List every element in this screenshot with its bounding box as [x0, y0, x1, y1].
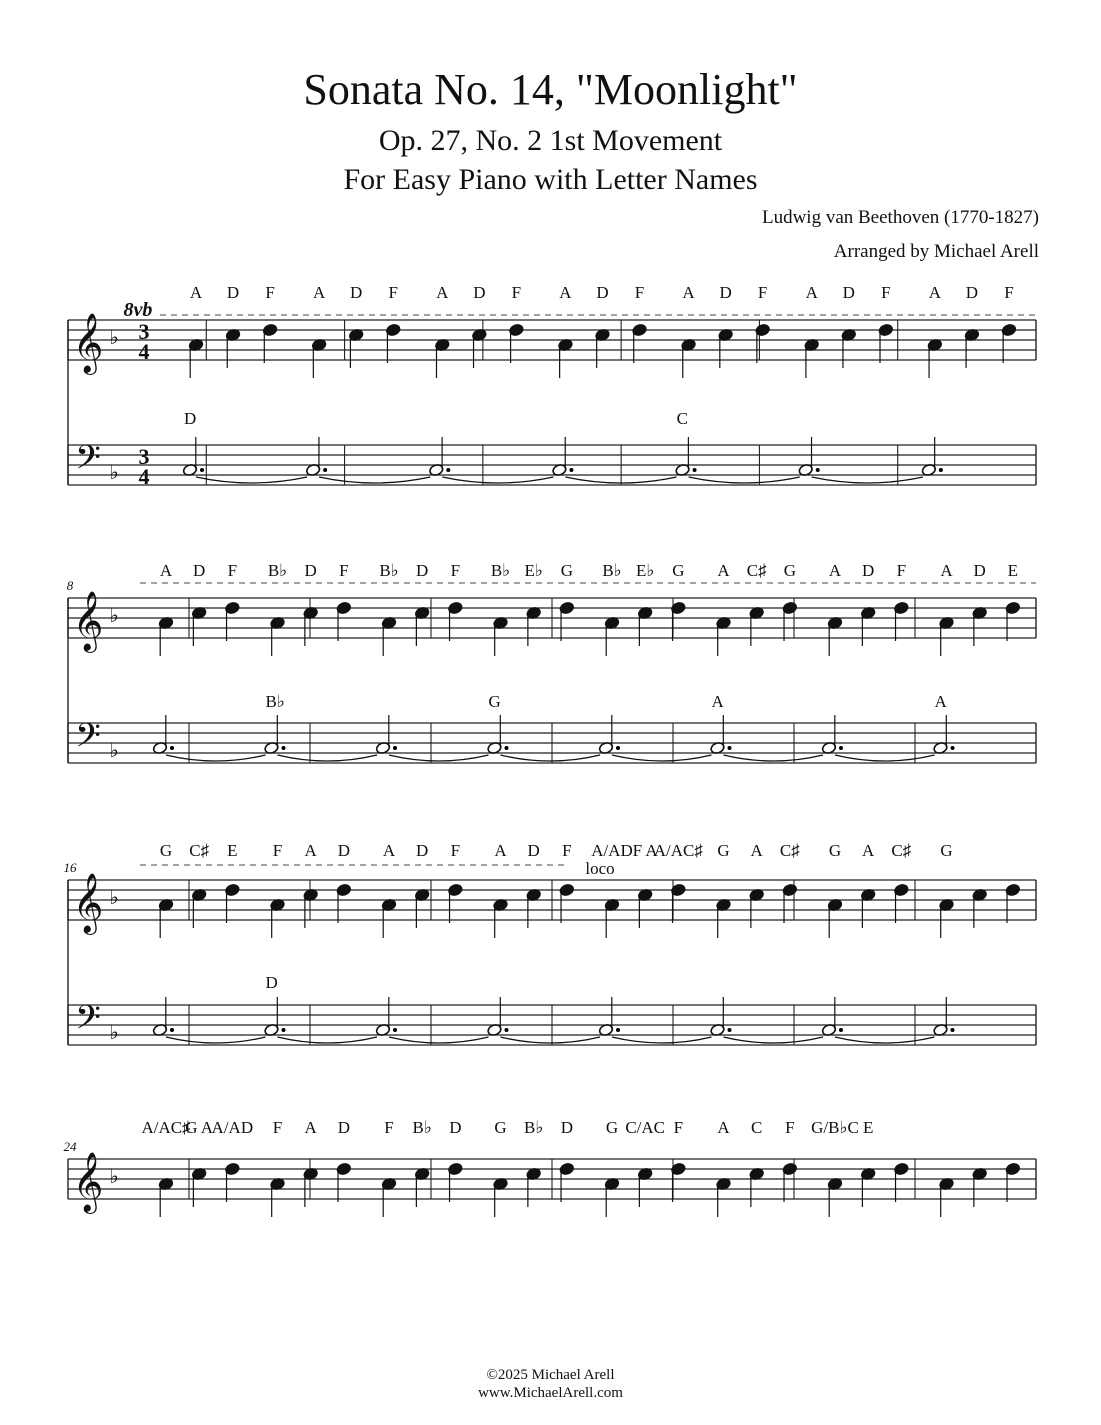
- augmentation-dot: [170, 1028, 174, 1032]
- bass-tie: [612, 1037, 712, 1043]
- copyright-notice: ©2025 Michael Arell: [486, 1367, 615, 1383]
- website-link: www.MichaelArell.com: [478, 1385, 623, 1401]
- treble-letter-name: C♯: [746, 561, 767, 580]
- treble-letter-name: F: [562, 841, 572, 860]
- treble-letter-name: D: [337, 841, 350, 860]
- subtitle-arrangement: For Easy Piano with Letter Names: [343, 163, 758, 196]
- arranger-credit: Arranged by Michael Arell: [833, 241, 1039, 262]
- treble-letter-name: F: [785, 1118, 795, 1137]
- treble-letter-name: A: [189, 283, 203, 302]
- treble-letter-name: D: [304, 561, 317, 580]
- treble-letter-name: A: [304, 841, 317, 860]
- treble-clef-icon: 𝄞: [72, 315, 104, 372]
- bass-tie: [612, 755, 712, 761]
- treble-letter-name: A/AD: [591, 841, 633, 860]
- measure-number: 8: [66, 578, 74, 593]
- key-signature-flat: ♭: [109, 1166, 119, 1188]
- bass-tie: [812, 477, 923, 483]
- bass-tie: [689, 477, 800, 483]
- time-signature-bottom: 4: [138, 464, 150, 489]
- treble-letter-name: A: [682, 283, 695, 302]
- bass-clef-icon: 𝄢: [75, 439, 101, 484]
- treble-letter-name: A: [159, 561, 173, 580]
- treble-letter-name: F: [450, 841, 461, 860]
- bass-letter-name: D: [265, 973, 278, 992]
- treble-letter-name: G: [940, 841, 953, 860]
- bass-tie: [442, 477, 553, 483]
- treble-letter-name: A/AD: [211, 1118, 254, 1137]
- treble-letter-name: D: [965, 283, 979, 302]
- bass-letter-name: G: [488, 692, 501, 711]
- treble-letter-name: F: [272, 841, 283, 860]
- bass-letter-name: A: [711, 692, 724, 711]
- bass-tie: [724, 1037, 824, 1043]
- treble-letter-name: D: [193, 561, 206, 580]
- treble-letter-name: D: [416, 841, 429, 860]
- treble-letter-name: A: [805, 283, 818, 302]
- treble-letter-name: A: [717, 561, 730, 580]
- bass-clef-icon: 𝄢: [75, 717, 101, 762]
- bass-clef-icon: 𝄢: [75, 999, 101, 1044]
- treble-letter-name: D: [449, 1118, 462, 1137]
- treble-letter-name: G/B♭C: [811, 1118, 859, 1137]
- treble-letter-name: G: [717, 841, 730, 860]
- treble-letter-name: B♭: [490, 561, 511, 580]
- treble-letter-name: D: [337, 1118, 350, 1137]
- treble-letter-name: B♭: [523, 1118, 544, 1137]
- bass-tie: [501, 1037, 601, 1043]
- bass-letter-name: D: [184, 409, 197, 428]
- bass-tie: [389, 1037, 489, 1043]
- treble-letter-name: D: [527, 841, 540, 860]
- treble-letter-name: A: [494, 841, 507, 860]
- treble-letter-name: F: [265, 283, 275, 302]
- bass-tie: [724, 755, 824, 761]
- treble-letter-name: F: [339, 561, 349, 580]
- key-signature-flat: ♭: [109, 605, 119, 627]
- bass-tie: [835, 1037, 935, 1043]
- measure-number: 16: [63, 860, 77, 875]
- treble-letter-name: A: [313, 283, 326, 302]
- treble-letter-name: F: [272, 1118, 283, 1137]
- treble-letter-name: A/AC♯: [653, 841, 703, 860]
- treble-letter-name: D: [416, 561, 429, 580]
- page-title: Sonata No. 14, "Moonlight": [303, 65, 798, 114]
- treble-letter-name: F: [511, 283, 522, 302]
- bass-tie: [835, 755, 935, 761]
- augmentation-dot: [728, 746, 732, 750]
- treble-letter-name: B♭: [379, 561, 399, 580]
- treble-letter-name: G: [494, 1118, 507, 1137]
- bass-tie: [166, 755, 266, 761]
- augmentation-dot: [505, 1028, 509, 1032]
- bass-tie: [501, 755, 601, 761]
- treble-letter-name: E: [227, 841, 238, 860]
- treble-letter-name: D: [842, 283, 855, 302]
- augmentation-dot: [839, 1028, 843, 1032]
- treble-letter-name: D: [226, 283, 240, 302]
- augmentation-dot: [616, 1028, 620, 1032]
- bass-tie: [278, 1037, 378, 1043]
- treble-letter-name: G: [672, 561, 685, 580]
- augmentation-dot: [393, 1028, 397, 1032]
- treble-letter-name: D: [560, 1118, 573, 1137]
- augmentation-dot: [323, 468, 327, 472]
- treble-letter-name: E♭: [524, 561, 543, 580]
- treble-letter-name: A: [382, 841, 396, 860]
- treble-letter-name: E♭: [635, 561, 655, 580]
- treble-letter-name: F: [896, 561, 907, 580]
- augmentation-dot: [816, 468, 820, 472]
- augmentation-dot: [616, 746, 620, 750]
- treble-letter-name: C/AC: [625, 1118, 666, 1137]
- augmentation-dot: [693, 468, 697, 472]
- treble-letter-name: G: [560, 561, 573, 580]
- treble-letter-name: D: [973, 561, 986, 580]
- treble-letter-name: A: [928, 283, 941, 302]
- treble-clef-icon: 𝄞: [72, 875, 104, 932]
- treble-letter-name: G: [828, 841, 842, 860]
- key-signature-flat: ♭: [109, 1022, 119, 1044]
- time-signature-bottom: 4: [138, 339, 150, 364]
- treble-letter-name: A: [750, 841, 763, 860]
- augmentation-dot: [939, 468, 943, 472]
- treble-letter-name: D: [350, 283, 363, 302]
- treble-letter-name: G: [605, 1118, 619, 1137]
- augmentation-dot: [446, 468, 450, 472]
- treble-letter-name: G: [159, 841, 173, 860]
- treble-letter-name: F: [384, 1118, 394, 1137]
- bass-tie: [389, 755, 489, 761]
- treble-letter-name: A: [717, 1118, 730, 1137]
- time-signature-top: 3: [138, 444, 150, 469]
- treble-letter-name: C: [750, 1118, 763, 1137]
- treble-letter-name: A: [940, 561, 953, 580]
- treble-letter-name: F: [227, 561, 238, 580]
- treble-letter-name: C♯: [891, 841, 912, 860]
- treble-letter-name: F: [757, 283, 768, 302]
- treble-letter-name: F: [1004, 283, 1014, 302]
- bass-tie: [196, 477, 307, 483]
- augmentation-dot: [282, 1028, 286, 1032]
- treble-letter-name: B♭: [412, 1118, 432, 1137]
- treble-letter-name: B♭: [602, 561, 622, 580]
- treble-letter-name: D: [862, 561, 875, 580]
- key-signature-flat: ♭: [109, 887, 119, 909]
- key-signature-flat: ♭: [109, 327, 119, 349]
- treble-letter-name: F: [450, 561, 461, 580]
- treble-letter-name: F: [634, 283, 645, 302]
- treble-letter-name: E: [1007, 561, 1019, 580]
- augmentation-dot: [170, 746, 174, 750]
- bass-letter-name: C: [676, 409, 688, 428]
- bass-letter-name: B♭: [265, 692, 285, 711]
- treble-letter-name: C♯: [189, 841, 210, 860]
- measure-number: 24: [63, 1139, 77, 1154]
- treble-letter-name: G A: [185, 1118, 214, 1137]
- treble-letter-name: A/AC♯: [141, 1118, 191, 1137]
- treble-letter-name: A: [828, 561, 842, 580]
- bass-tie: [166, 1037, 266, 1043]
- treble-letter-name: F: [673, 1118, 684, 1137]
- bass-tie: [319, 477, 430, 483]
- treble-letter-name: G: [783, 561, 796, 580]
- time-signature-top: 3: [138, 319, 150, 344]
- treble-letter-name: F A: [632, 841, 658, 860]
- treble-letter-name: F: [388, 283, 398, 302]
- treble-letter-name: D: [473, 283, 486, 302]
- augmentation-dot: [569, 468, 573, 472]
- augmentation-dot: [393, 746, 397, 750]
- treble-letter-name: E: [862, 1118, 874, 1137]
- octave-bassa-mark: 8vb: [123, 299, 153, 321]
- treble-letter-name: A: [436, 283, 449, 302]
- augmentation-dot: [505, 746, 509, 750]
- augmentation-dot: [728, 1028, 732, 1032]
- augmentation-dot: [951, 746, 955, 750]
- subtitle-opus: Op. 27, No. 2 1st Movement: [378, 124, 723, 157]
- key-signature-flat: ♭: [109, 462, 119, 484]
- augmentation-dot: [282, 746, 286, 750]
- treble-letter-name: C♯: [779, 841, 800, 860]
- treble-clef-icon: 𝄞: [72, 593, 104, 650]
- bass-letter-name: A: [934, 692, 947, 711]
- treble-letter-name: A: [559, 283, 572, 302]
- treble-letter-name: A: [862, 841, 875, 860]
- treble-clef-icon: 𝄞: [72, 1154, 104, 1211]
- loco-mark: loco: [585, 859, 615, 878]
- treble-letter-name: D: [596, 283, 609, 302]
- treble-letter-name: A: [304, 1118, 317, 1137]
- treble-letter-name: F: [881, 283, 891, 302]
- key-signature-flat: ♭: [109, 740, 119, 762]
- treble-letter-name: B♭: [267, 561, 288, 580]
- composer-credit: Ludwig van Beethoven (1770-1827): [761, 207, 1039, 228]
- augmentation-dot: [839, 746, 843, 750]
- augmentation-dot: [200, 468, 204, 472]
- bass-tie: [278, 755, 378, 761]
- augmentation-dot: [951, 1028, 955, 1032]
- treble-letter-name: D: [719, 283, 732, 302]
